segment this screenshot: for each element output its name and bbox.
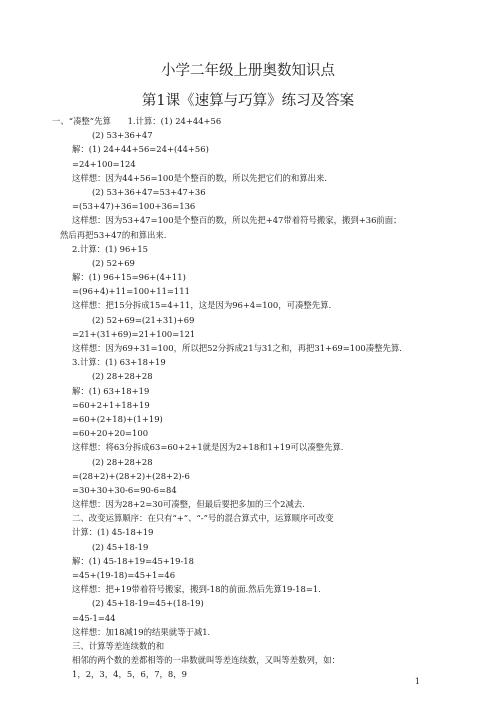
text-line: 这样想：把+19带着符号搬家，搬到-18的前面.然后先算19-18=1.: [72, 584, 321, 595]
document-title: 小学二年级上册奥数知识点: [161, 63, 335, 79]
text-line: (2) 52+69=(21+31)+69: [92, 314, 195, 325]
document-subtitle: 第1课《速算与巧算》练习及答案: [141, 93, 355, 109]
text-line: 一、“凑整”先算 1.计算：(1) 24+44+56: [52, 116, 222, 126]
text-line: 解：(1) 63+18+19: [72, 385, 150, 396]
document-body: [52, 114, 432, 682]
text-line: 这样想：将63分拆成63=60+2+1就是因为2+18和1+19可以凑整先算.: [72, 442, 344, 453]
text-line: =45-1=44: [72, 612, 116, 623]
text-line: 2.计算：(1) 96+15: [72, 243, 148, 254]
text-line: =(53+47)+36=100+36=136: [72, 201, 196, 212]
text-line: 这样想：因为69+31=100，所以把52分拆成21与31之和，再把31+69=100凑整先算.: [72, 343, 402, 353]
text-line: =60+20+20=100: [72, 428, 149, 439]
text-line: =(96+4)+11=100+11=111: [72, 286, 190, 297]
page-number: 1: [414, 677, 420, 686]
text-line: 这样想：因为28+2=30可凑整，但最后要把多加的三个2减去.: [72, 499, 305, 510]
text-line: 计算：(1) 45-18+19: [72, 527, 154, 538]
text-line: 解：(1) 45-18+19=45+19-18: [72, 555, 194, 566]
text-line: 然后再把53+47的和算出来.: [60, 229, 167, 240]
text-line: =24+100=124: [72, 158, 136, 169]
text-line: 这样想：把15分拆成15=4+11，这是因为96+4=100，可凑整先算.: [72, 300, 332, 311]
text-line: =30+30+30-6=90-6=84: [72, 484, 177, 495]
text-line: (2) 53+36+47=53+47+36: [92, 186, 206, 197]
text-line: (2) 45+18-19: [92, 541, 149, 552]
text-line: =60+(2+18)+(1+19): [72, 413, 163, 424]
text-line: 解：(1) 96+15=96+(4+11): [72, 272, 186, 283]
text-line: =60+2+1+18+19: [72, 399, 150, 410]
text-line: 二、改变运算顺序：在只有“+”、“-”号的混合算式中，运算顺序可改变: [72, 513, 334, 524]
text-line: 这样想：因为53+47=100是个整百的数，所以先把+47带着符号搬家，搬到+36前面；: [72, 215, 402, 226]
text-line: (2) 53+36+47: [92, 130, 153, 141]
text-line: 3.计算：(1) 63+18+19: [72, 357, 166, 368]
text-line: 相邻的两个数的差都相等的一串数就叫等差连续数，又叫等差数列，如：: [72, 655, 340, 666]
text-line: 这样想：因为44+56=100是个整百的数，所以先把它们的和算出来.: [72, 172, 327, 183]
text-line: (2) 28+28+28: [92, 456, 153, 467]
text-line: =21+(31+69)=21+100=121: [72, 328, 196, 339]
text-line: (2) 52+69: [92, 257, 135, 268]
text-line: 三、计算等差连续数的和: [72, 640, 165, 651]
text-line: 1，2，3，4，5，6，7，8，9: [72, 669, 187, 680]
text-line: 解：(1) 24+44+56=24+(44+56): [72, 144, 209, 155]
text-line: =45+(19-18)=45+1=46: [72, 570, 176, 580]
text-line: (2) 28+28+28: [92, 371, 153, 382]
text-line: (2) 45+18-19=45+(18-19): [92, 598, 204, 609]
text-line: 这样想：加18减19的结果就等于减1.: [72, 626, 211, 637]
text-line: =(28+2)+(28+2)+(28+2)-6: [72, 470, 190, 481]
